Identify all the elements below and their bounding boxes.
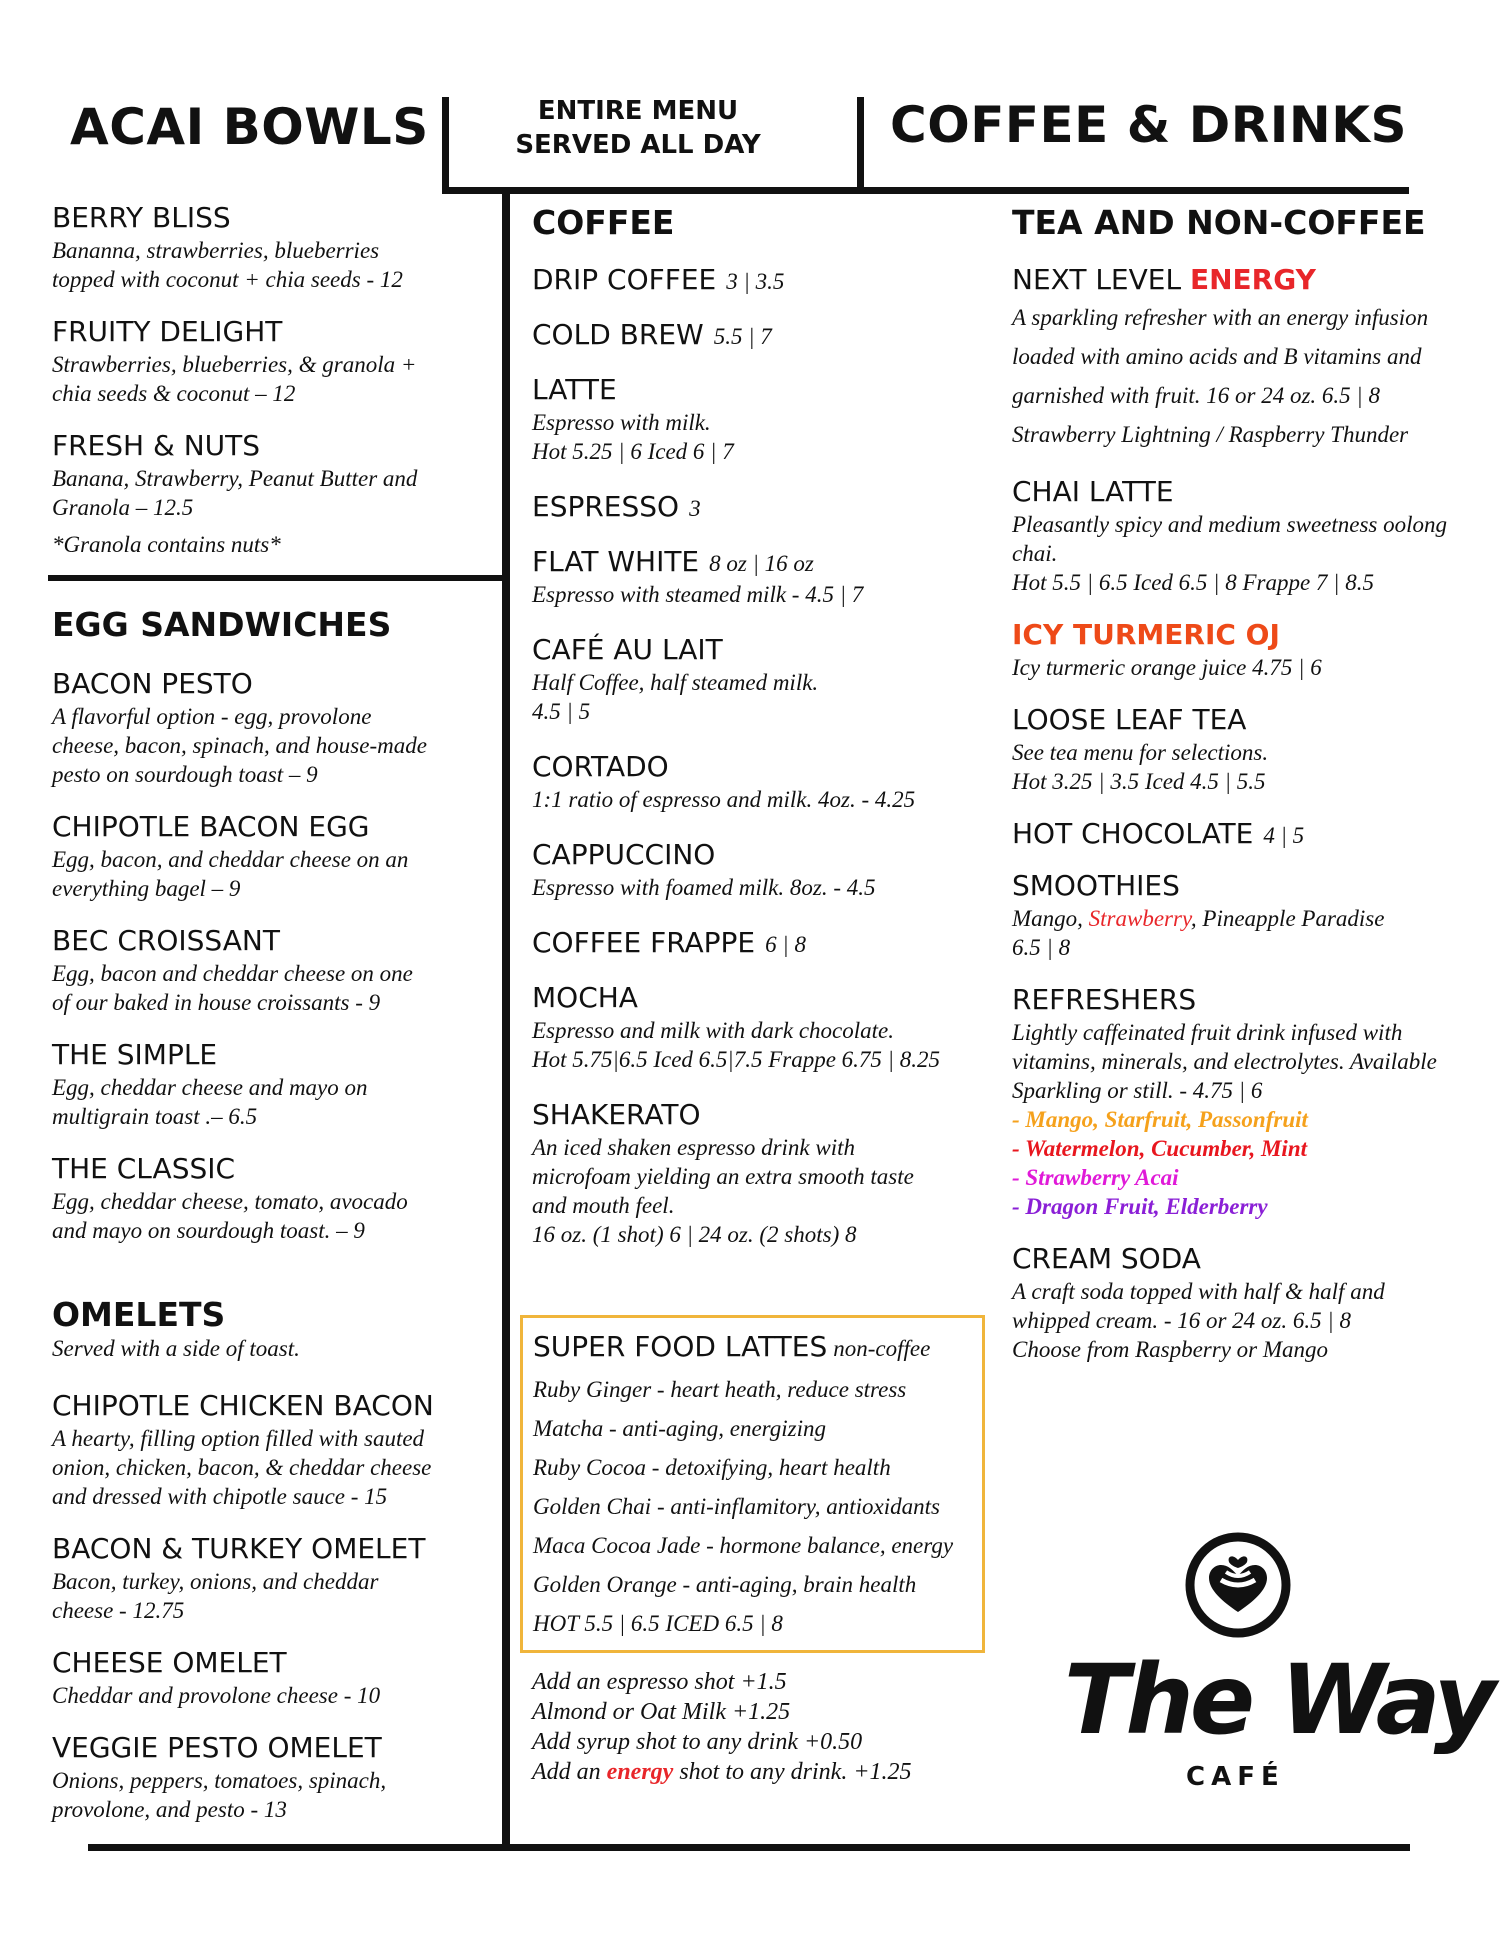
item-desc: A craft soda topped with half & half and: [1012, 1279, 1385, 1304]
divider-header-left: [442, 97, 449, 194]
item-desc: 16 oz. (1 shot) 6 | 24 oz. (2 shots) 8: [532, 1222, 857, 1247]
addon-espresso-shot: Add an espresso shot +1.5: [532, 1669, 787, 1695]
item-name: DRIP COFFEE: [532, 263, 717, 296]
superfood-line: Ruby Cocoa - detoxifying, heart health: [533, 1455, 891, 1480]
item-name: CHAI LATTE: [1012, 475, 1174, 508]
item-name: CHEESE OMELET: [52, 1646, 287, 1679]
hours-line-2: SERVED ALL DAY: [515, 130, 761, 160]
item-desc: Onions, peppers, tomatoes, spinach,: [52, 1768, 387, 1793]
item-desc: A hearty, filling option filled with sauted: [52, 1426, 425, 1451]
item-desc: Icy turmeric orange juice 4.75 | 6: [1012, 655, 1322, 680]
item-name: FRESH & NUTS: [52, 429, 261, 462]
refresher-option: - Mango, Starfruit, Passonfruit: [1012, 1107, 1308, 1132]
superfood-prices: HOT 5.5 | 6.5 ICED 6.5 | 8: [533, 1611, 783, 1636]
item-price: 6 | 8: [765, 932, 806, 957]
item-desc: multigrain toast .– 6.5: [52, 1104, 258, 1129]
item-desc: cheese, bacon, spinach, and house-made: [52, 733, 427, 758]
menu-item-drip-coffee: [532, 263, 992, 296]
menu-item-fresh-nuts: [52, 429, 492, 559]
menu-item-veggie-pesto-omelet: [52, 1731, 492, 1824]
item-desc: Mango, Strawberry, Pineapple Paradise: [1012, 906, 1385, 931]
item-name: CREAM SODA: [1012, 1242, 1201, 1275]
item-desc: A sparkling refresher with an energy infusion: [1012, 305, 1429, 330]
item-name: CAFÉ AU LAIT: [532, 633, 723, 666]
item-name: MOCHA: [532, 981, 638, 1014]
item-desc: Bananna, strawberries, blueberries: [52, 238, 380, 263]
item-desc: 4.5 | 5: [532, 699, 591, 724]
logo-cafe: CAFÉ: [1186, 1762, 1285, 1792]
egg-sandwiches-title: EGG SANDWICHES: [52, 605, 392, 644]
item-desc: onion, chicken, bacon, & cheddar cheese: [52, 1455, 432, 1480]
refresher-options: [1012, 1105, 1492, 1221]
item-desc: Half Coffee, half steamed milk.: [532, 670, 819, 695]
item-name: BEC CROISSANT: [52, 924, 280, 957]
omelets-title: OMELETS: [52, 1295, 226, 1334]
addon-alt-milk: Almond or Oat Milk +1.25: [532, 1699, 791, 1725]
item-desc: Espresso with milk.: [532, 410, 711, 435]
tea-title: TEA AND NON-COFFEE: [1012, 203, 1426, 242]
egg-section: [52, 667, 492, 1245]
superfood-line: Golden Orange - anti-aging, brain health: [533, 1572, 917, 1597]
superfood-line: Ruby Ginger - heart heath, reduce stress: [533, 1377, 907, 1402]
item-price: 5.5 | 7: [713, 324, 772, 349]
menu-item-next-level-energy: [1012, 263, 1492, 454]
superfood-line: Matcha - anti-aging, energizing: [533, 1416, 826, 1441]
addon-syrup: Add syrup shot to any drink +0.50: [532, 1729, 863, 1755]
omelets-section: [52, 1389, 492, 1824]
superfood-title: SUPER FOOD LATTES: [533, 1330, 828, 1363]
menu-item-cafe-au-lait: [532, 633, 992, 726]
item-desc: pesto on sourdough toast – 9: [52, 762, 318, 787]
menu-item-icy-turmeric-oj: [1012, 618, 1492, 682]
menu-item-berry-bliss: [52, 201, 492, 294]
strawberry-label: Strawberry: [1088, 906, 1191, 931]
refresher-option: - Dragon Fruit, Elderberry: [1012, 1194, 1268, 1219]
refresher-option: - Strawberry Acai: [1012, 1165, 1179, 1190]
divider-acai-egg: [48, 575, 506, 581]
energy-word: energy: [606, 1759, 674, 1785]
superfood-tag: non-coffee: [833, 1336, 931, 1361]
menu-item-refreshers: [1012, 983, 1492, 1221]
menu-item-bacon-pesto: [52, 667, 492, 789]
item-desc: Strawberry Lightning / Raspberry Thunder: [1012, 422, 1409, 447]
hours-line-1: ENTIRE MENU: [537, 96, 739, 126]
superfood-list: [533, 1370, 953, 1643]
item-name: FLAT WHITE: [532, 545, 700, 578]
divider-bottom: [88, 1844, 1410, 1851]
tea-section: [1012, 263, 1492, 1364]
item-name: NEXT LEVEL: [1012, 263, 1190, 296]
item-desc: Cheddar and provolone cheese - 10: [52, 1683, 381, 1708]
coffee-title: COFFEE: [532, 203, 675, 242]
item-desc: everything bagel – 9: [52, 876, 241, 901]
item-desc: of our baked in house croissants - 9: [52, 990, 381, 1015]
menu-item-chai-latte: [1012, 475, 1492, 597]
granola-note: *Granola contains nuts*: [52, 532, 281, 557]
divider-header-bottom: [442, 187, 1409, 194]
item-desc: vitamins, minerals, and electrolytes. Available: [1012, 1049, 1437, 1074]
item-price: 3 | 3.5: [726, 269, 785, 294]
omelets-subtitle: Served with a side of toast.: [52, 1336, 300, 1361]
superfood-lattes-box: [520, 1315, 985, 1653]
item-desc: Granola – 12.5: [52, 495, 194, 520]
menu-item-hot-chocolate: [1012, 817, 1492, 850]
menu-item-the-simple: [52, 1038, 492, 1131]
superfood-line: Maca Cocoa Jade - hormone balance, energy: [533, 1533, 954, 1558]
item-desc: See tea menu for selections.: [1012, 740, 1269, 765]
addons-section: [532, 1667, 912, 1787]
item-name: BACON PESTO: [52, 667, 253, 700]
item-desc: Pleasantly spicy and medium sweetness oolong: [1012, 512, 1448, 537]
addon-energy: Add an energy shot to any drink. +1.25: [532, 1759, 912, 1785]
item-desc: A flavorful option - egg, provolone: [52, 704, 372, 729]
menu-item-cortado: [532, 750, 992, 814]
item-name: THE SIMPLE: [52, 1038, 218, 1071]
coffee-drinks-title: COFFEE & DRINKS: [890, 96, 1407, 154]
item-desc: topped with coconut + chia seeds - 12: [52, 267, 403, 292]
item-name: CHIPOTLE CHICKEN BACON: [52, 1389, 434, 1422]
item-price: 4 | 5: [1263, 823, 1305, 848]
item-desc: An iced shaken espresso drink with: [532, 1135, 856, 1160]
item-name: COLD BREW: [532, 318, 704, 351]
item-desc: chia seeds & coconut – 12: [52, 381, 296, 406]
item-desc: Espresso with steamed milk - 4.5 | 7: [532, 582, 864, 607]
menu-item-shakerato: [532, 1098, 992, 1249]
item-desc: 1:1 ratio of espresso and milk. 4oz. - 4.25: [532, 787, 916, 812]
item-desc: Choose from Raspberry or Mango: [1012, 1337, 1329, 1362]
item-desc: microfoam yielding an extra smooth taste: [532, 1164, 914, 1189]
refresher-option: - Watermelon, Cucumber, Mint: [1012, 1136, 1308, 1161]
item-desc: whipped cream. - 16 or 24 oz. 6.5 | 8: [1012, 1308, 1351, 1333]
menu-item-loose-leaf-tea: [1012, 703, 1492, 796]
item-desc: Egg, bacon, and cheddar cheese on an: [52, 847, 409, 872]
acai-bowls-title: ACAI BOWLS: [70, 98, 429, 156]
hours-banner: [448, 94, 828, 162]
item-name: BACON & TURKEY OMELET: [52, 1532, 426, 1565]
item-desc: and mouth feel.: [532, 1193, 675, 1218]
item-name: LOOSE LEAF TEA: [1012, 703, 1247, 736]
item-desc: Banana, Strawberry, Peanut Butter and: [52, 466, 418, 491]
item-desc: chai.: [1012, 541, 1058, 566]
item-desc: Hot 5.75|6.5 Iced 6.5|7.5 Frappe 6.75 | 8.25: [532, 1047, 941, 1072]
menu-item-latte: [532, 373, 992, 466]
item-price: 3: [689, 496, 701, 521]
menu-item-cappuccino: [532, 838, 992, 902]
menu-item-cream-soda: [1012, 1242, 1492, 1364]
acai-section: [52, 201, 492, 559]
item-desc: Hot 5.25 | 6 Iced 6 | 7: [532, 439, 734, 464]
item-name: SMOOTHIES: [1012, 869, 1180, 902]
menu-item-bacon-turkey-omelet: [52, 1532, 492, 1625]
item-desc: Egg, bacon and cheddar cheese on one: [52, 961, 413, 986]
menu-item-chipotle-bacon-egg: [52, 810, 492, 903]
divider-header-right: [857, 97, 864, 190]
menu-item-flat-white: [532, 545, 992, 609]
logo-wordmark: The Way: [1064, 1644, 1493, 1756]
item-name: BERRY BLISS: [52, 201, 231, 234]
item-name: ESPRESSO: [532, 490, 680, 523]
item-price: 6.5 | 8: [1012, 935, 1071, 960]
item-name: HOT CHOCOLATE: [1012, 817, 1254, 850]
menu-item-fruity-delight: [52, 315, 492, 408]
divider-main-vertical: [502, 190, 510, 1850]
coffee-section: [532, 263, 992, 1249]
energy-label: ENERGY: [1189, 263, 1316, 296]
menu-item-mocha: [532, 981, 992, 1074]
item-desc: Bacon, turkey, onions, and cheddar: [52, 1569, 379, 1594]
item-desc: Sparkling or still. - 4.75 | 6: [1012, 1078, 1263, 1103]
item-name: COFFEE FRAPPE: [532, 926, 756, 959]
item-desc: and mayo on sourdough toast. – 9: [52, 1218, 365, 1243]
item-name: FRUITY DELIGHT: [52, 315, 283, 348]
superfood-line: Golden Chai - anti-inflamitory, antioxidants: [533, 1494, 940, 1519]
item-name: VEGGIE PESTO OMELET: [52, 1731, 382, 1764]
item-name: REFRESHERS: [1012, 983, 1197, 1016]
item-name: SHAKERATO: [532, 1098, 701, 1131]
item-desc: Strawberries, blueberries, & granola +: [52, 352, 417, 377]
item-desc: garnished with fruit. 16 or 24 oz. 6.5 | 8: [1012, 383, 1380, 408]
item-desc: Hot 5.5 | 6.5 Iced 6.5 | 8 Frappe 7 | 8.5: [1012, 570, 1375, 595]
menu-item-coffee-frappe: [532, 926, 992, 959]
menu-item-cold-brew: [532, 318, 992, 351]
menu-item-chipotle-chicken-bacon: [52, 1389, 492, 1511]
item-desc: provolone, and pesto - 13: [52, 1797, 287, 1822]
item-name: CAPPUCCINO: [532, 838, 716, 871]
item-desc: Egg, cheddar cheese, tomato, avocado: [52, 1189, 408, 1214]
item-price: 8 oz | 16 oz: [709, 551, 814, 576]
menu-item-cheese-omelet: [52, 1646, 492, 1710]
menu-item-smoothies: [1012, 869, 1492, 962]
item-desc: Espresso and milk with dark chocolate.: [532, 1018, 894, 1043]
item-desc: and dressed with chipotle sauce - 15: [52, 1484, 388, 1509]
item-desc: Espresso with foamed milk. 8oz. - 4.5: [532, 875, 876, 900]
item-name: CORTADO: [532, 750, 669, 783]
item-desc: Egg, cheddar cheese and mayo on: [52, 1075, 368, 1100]
heart-latte-art-icon: [1183, 1530, 1293, 1640]
item-desc: Lightly caffeinated fruit drink infused with: [1012, 1020, 1403, 1045]
item-desc: cheese - 12.75: [52, 1598, 185, 1623]
item-name: ICY TURMERIC OJ: [1012, 618, 1280, 651]
menu-item-espresso: [532, 490, 992, 523]
item-name: THE CLASSIC: [52, 1152, 236, 1185]
item-desc: Hot 3.25 | 3.5 Iced 4.5 | 5.5: [1012, 769, 1266, 794]
menu-item-the-classic: [52, 1152, 492, 1245]
item-desc: loaded with amino acids and B vitamins and: [1012, 344, 1422, 369]
item-name: CHIPOTLE BACON EGG: [52, 810, 370, 843]
menu-item-bec-croissant: [52, 924, 492, 1017]
item-name: LATTE: [532, 373, 617, 406]
